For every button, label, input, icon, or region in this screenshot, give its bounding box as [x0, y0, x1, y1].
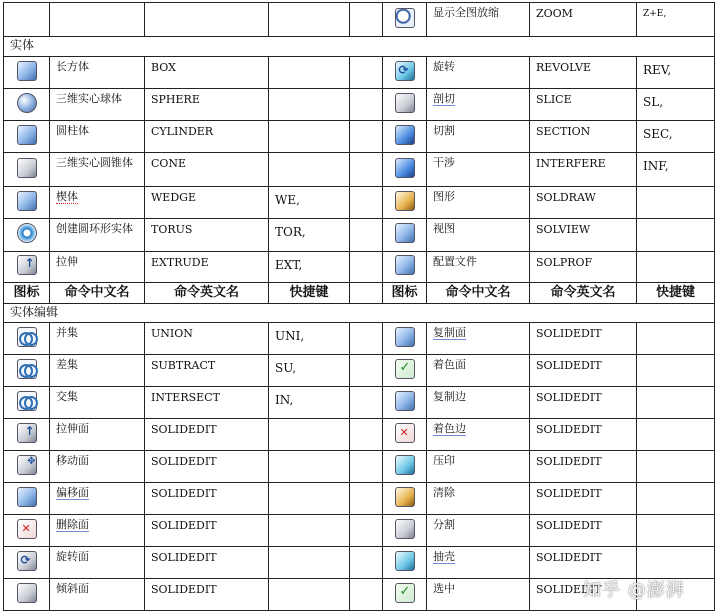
extrude-faces-icon: [17, 423, 37, 443]
command-cn-text: 着色边: [433, 422, 466, 435]
shell-icon: [395, 551, 415, 571]
command-cn: 创建圆环形实体: [50, 219, 145, 252]
header-row: [4, 283, 715, 304]
section-title-solid-edit: 实体编辑: [4, 304, 715, 323]
shortcut: [269, 483, 350, 515]
top-row: [4, 3, 715, 37]
header-icon: 图标: [4, 283, 50, 304]
command-cn-text: 删除面: [56, 518, 89, 531]
cell-empty: [145, 3, 269, 37]
command-cn: 长方体: [50, 57, 145, 89]
command-en: REVOLVE: [530, 57, 637, 89]
table-row: [4, 387, 715, 419]
command-cn: 图形: [427, 187, 530, 219]
extrude-icon: [17, 255, 37, 275]
header-shortcut: 快捷键: [269, 283, 350, 304]
cell-empty: [269, 3, 350, 37]
command-en: CYLINDER: [145, 121, 269, 153]
shortcut: TOR,: [269, 219, 350, 252]
shortcut: [269, 121, 350, 153]
command-en: SOLDRAW: [530, 187, 637, 219]
command-cn: [427, 419, 530, 451]
shortcut: [269, 419, 350, 451]
shortcut: SU,: [269, 355, 350, 387]
command-cn: [427, 323, 530, 355]
table-row: [4, 483, 715, 515]
icon-cell: [383, 3, 427, 37]
cell-empty: [50, 3, 145, 37]
rotate-faces-icon: [17, 551, 37, 571]
header-cn: 命令中文名: [427, 283, 530, 304]
intersect-icon: [17, 391, 37, 411]
command-en: SOLIDEDIT: [530, 355, 637, 387]
command-cn: 三维实心圆锥体: [50, 153, 145, 187]
command-cn-text: 楔体: [56, 190, 78, 203]
shortcut: [637, 187, 715, 219]
shortcut: [637, 547, 715, 579]
command-en: ZOOM: [530, 3, 637, 37]
command-cn-text: 复制面: [433, 326, 466, 339]
shortcut: [637, 515, 715, 547]
sphere-icon: [17, 93, 37, 113]
soldraw-icon: [395, 191, 415, 211]
copy-faces-icon: [395, 327, 415, 347]
shortcut: [637, 483, 715, 515]
command-en: SOLIDEDIT: [530, 387, 637, 419]
command-en: SOLIDEDIT: [530, 579, 637, 611]
command-cn: 着色面: [427, 355, 530, 387]
solprof-icon: [395, 255, 415, 275]
shortcut: SL,: [637, 89, 715, 121]
box-icon: [17, 61, 37, 81]
shortcut: UNI,: [269, 323, 350, 355]
cylinder-icon: [17, 125, 37, 145]
command-en: SOLIDEDIT: [145, 515, 269, 547]
command-cn: 清除: [427, 483, 530, 515]
table-row: [4, 89, 715, 121]
command-en: SOLIDEDIT: [145, 547, 269, 579]
table-row: [4, 355, 715, 387]
table-row: [4, 153, 715, 187]
command-cn: 拉伸面: [50, 419, 145, 451]
command-en: SECTION: [530, 121, 637, 153]
command-en: UNION: [145, 323, 269, 355]
shortcut: IN,: [269, 387, 350, 419]
shortcut: [269, 89, 350, 121]
command-cn: 倾斜面: [50, 579, 145, 611]
command-en: SUBTRACT: [145, 355, 269, 387]
cone-icon: [17, 158, 37, 178]
command-cn-text: 抽壳: [433, 550, 455, 563]
command-cn: 选中: [427, 579, 530, 611]
command-en: SOLIDEDIT: [530, 515, 637, 547]
table-row: [4, 121, 715, 153]
command-en: SOLIDEDIT: [530, 547, 637, 579]
shortcut: WE,: [269, 187, 350, 219]
command-en: INTERFERE: [530, 153, 637, 187]
command-en: INTERSECT: [145, 387, 269, 419]
command-cn: [50, 187, 145, 219]
shortcut: [637, 419, 715, 451]
command-cn: 交集: [50, 387, 145, 419]
watermark: 知乎 @澎湃: [583, 580, 685, 601]
command-cn: [50, 483, 145, 515]
command-cn: 移动面: [50, 451, 145, 483]
slice-icon: [395, 93, 415, 113]
color-edges-icon: [395, 423, 415, 443]
command-en: TORUS: [145, 219, 269, 252]
taper-faces-icon: [17, 583, 37, 603]
command-cn: 分割: [427, 515, 530, 547]
command-cn: 拉伸: [50, 252, 145, 283]
command-en: SOLIDEDIT: [145, 419, 269, 451]
move-faces-icon: [17, 455, 37, 475]
wedge-icon: [17, 191, 37, 211]
command-en: SOLIDEDIT: [530, 323, 637, 355]
shortcut: [269, 153, 350, 187]
interfere-icon: [395, 158, 415, 178]
command-en: SOLIDEDIT: [530, 419, 637, 451]
delete-faces-icon: [17, 519, 37, 539]
shortcut: [269, 57, 350, 89]
command-en: SOLIDEDIT: [530, 451, 637, 483]
shortcut: [637, 219, 715, 252]
table-row: [4, 57, 715, 89]
command-en: SOLIDEDIT: [530, 483, 637, 515]
copy-edges-icon: [395, 391, 415, 411]
check-icon: [395, 583, 415, 603]
table-row: [4, 451, 715, 483]
shortcut: Z+E,: [637, 3, 715, 37]
command-cn: 旋转面: [50, 547, 145, 579]
revolve-icon: [395, 61, 415, 81]
command-cn: [427, 547, 530, 579]
command-cn: 压印: [427, 451, 530, 483]
section-icon: [395, 125, 415, 145]
gap-cell: [350, 3, 383, 37]
offset-faces-icon: [17, 487, 37, 507]
command-cn: 圆柱体: [50, 121, 145, 153]
table-row: [4, 187, 715, 219]
shortcut: [637, 252, 715, 283]
command-cn: 干涉: [427, 153, 530, 187]
shortcut: SEC,: [637, 121, 715, 153]
shortcut: [269, 547, 350, 579]
section-row: [4, 304, 715, 323]
command-cn: [50, 515, 145, 547]
command-en: SOLPROF: [530, 252, 637, 283]
command-cn: 复制边: [427, 387, 530, 419]
header-cn: 命令中文名: [50, 283, 145, 304]
command-cn: 旋转: [427, 57, 530, 89]
shortcut: [269, 515, 350, 547]
header-en: 命令英文名: [530, 283, 637, 304]
command-en: SLICE: [530, 89, 637, 121]
command-cn: 视图: [427, 219, 530, 252]
imprint-icon: [395, 455, 415, 475]
separate-icon: [395, 519, 415, 539]
command-en: CONE: [145, 153, 269, 187]
section-title-solid: 实体: [4, 37, 715, 57]
shortcut: [637, 451, 715, 483]
command-cn-text: 偏移面: [56, 486, 89, 499]
command-en: SOLIDEDIT: [145, 579, 269, 611]
command-en: SOLIDEDIT: [145, 451, 269, 483]
header-icon: 图标: [383, 283, 427, 304]
clean-icon: [395, 487, 415, 507]
command-cn: 差集: [50, 355, 145, 387]
command-cn: [427, 89, 530, 121]
header-en: 命令英文名: [145, 283, 269, 304]
command-table: [3, 2, 715, 611]
table-row: [4, 419, 715, 451]
table-row: [4, 547, 715, 579]
torus-icon: [17, 223, 37, 243]
shortcut: [637, 387, 715, 419]
command-en: WEDGE: [145, 187, 269, 219]
shortcut: [637, 355, 715, 387]
command-en: EXTRUDE: [145, 252, 269, 283]
command-cn: 切割: [427, 121, 530, 153]
union-icon: [17, 327, 37, 347]
table-row: [4, 515, 715, 547]
subtract-icon: [17, 359, 37, 379]
section-row: [4, 37, 715, 57]
header-shortcut: 快捷键: [637, 283, 715, 304]
zoom-magnifier-icon: [395, 8, 415, 28]
table-row: [4, 323, 715, 355]
command-en: SPHERE: [145, 89, 269, 121]
command-cn: 三维实心球体: [50, 89, 145, 121]
command-en: BOX: [145, 57, 269, 89]
command-cn: 并集: [50, 323, 145, 355]
solview-icon: [395, 223, 415, 243]
command-en: SOLIDEDIT: [145, 483, 269, 515]
shortcut: [637, 323, 715, 355]
shortcut: REV,: [637, 57, 715, 89]
command-cn-text: 剖切: [433, 92, 455, 105]
command-cn: 显示全图放缩: [427, 3, 530, 37]
shortcut: INF,: [637, 153, 715, 187]
command-cn: 配置文件: [427, 252, 530, 283]
table-row: [4, 219, 715, 252]
command-en: SOLVIEW: [530, 219, 637, 252]
cell-empty: [4, 3, 50, 37]
shortcut: [269, 579, 350, 611]
shortcut: [269, 451, 350, 483]
color-faces-icon: [395, 359, 415, 379]
shortcut: EXT,: [269, 252, 350, 283]
table-row: [4, 252, 715, 283]
